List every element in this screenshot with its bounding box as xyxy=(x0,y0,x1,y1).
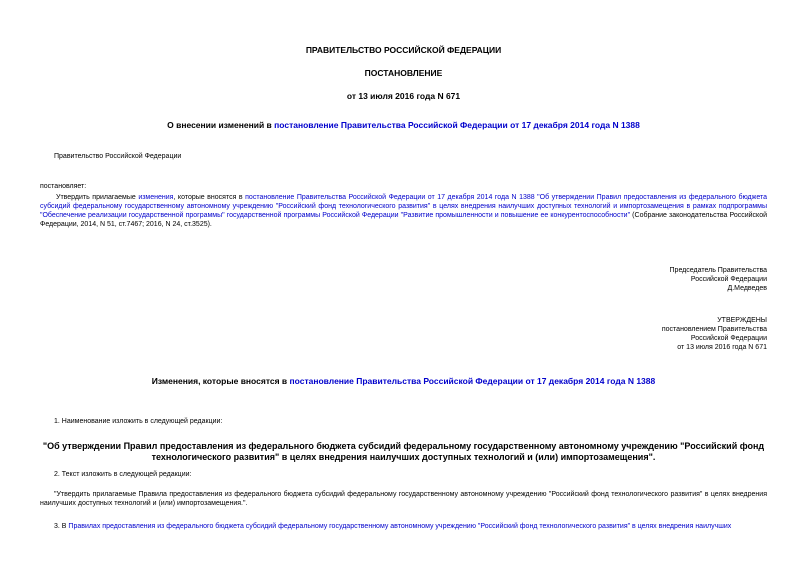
p1-link-changes[interactable]: изменения xyxy=(138,194,174,201)
approval-line-4: от 13 июля 2016 года N 671 xyxy=(677,344,767,351)
signature-name: Д.Медведев xyxy=(727,285,767,292)
p1-link-decree[interactable]: постановление Правительства Российской Федерации от 17 декабря 2014 года N 1388 "Об утверждении Правил предоставления из федерального бюджета субсидий федеральному государственному автономному учреждению "Российский фонд технологического развития" в целях внедрения наилучших доступных технологий и импортозамещения в рамках подпрограммы "Обеспечение реализации государственной программы" государственной программы Российской Федерации "Развитие промышленности и повышение ее конкурентоспособности" xyxy=(40,194,768,219)
doc-date: от 13 июля 2016 года N 671 xyxy=(346,91,461,101)
decrees-word: постановляет: xyxy=(40,183,87,190)
main-paragraph xyxy=(40,193,767,229)
change-item-1: 1. Наименование изложить в следующей редакции: xyxy=(54,418,223,425)
item3-text-a: 3. В xyxy=(54,523,69,530)
changes-title xyxy=(40,377,767,386)
new-name-text: "Об утверждении Правил предоставления из федерального бюджета субсидий федеральному государственному автономному учреждению "Российский фонд технологического развития" в целях внедрения наилучших доступных технологий и (или) импортозамещения". xyxy=(42,441,765,462)
change-item-2: 2. Текст изложить в следующей редакции: xyxy=(54,471,192,478)
changes-title-link[interactable]: постановление Правительства Российской Федерации от 17 декабря 2014 года N 1388 xyxy=(289,376,656,386)
approval-line-1: УТВЕРЖДЕНЫ xyxy=(717,317,767,324)
approval-line-3: Российской Федерации xyxy=(690,335,767,342)
change-item-3 xyxy=(40,522,767,531)
government-subject: Правительство Российской Федерации xyxy=(54,153,182,160)
new-text-quote: "Утвердить прилагаемые Правила предоставления из федерального бюджета субсидий федеральному государственному автономному учреждению "Российский фонд технологического развития" в целях внедрения наилучших доступных технологий и (или) импортозамещения.". xyxy=(40,491,767,507)
doc-title-link[interactable]: постановление Правительства Российской Федерации от 17 декабря 2014 года N 1388 xyxy=(274,120,640,130)
signature-country: Российской Федерации xyxy=(690,276,767,283)
approval-block xyxy=(662,316,767,352)
changes-title-prefix: Изменения, которые вносятся в xyxy=(151,376,290,386)
government-heading: ПРАВИТЕЛЬСТВО РОССИЙСКОЙ ФЕДЕРАЦИИ xyxy=(305,45,502,55)
signature-role: Председатель Правительства xyxy=(669,267,767,274)
p1-text-a: Утвердить прилагаемые xyxy=(56,194,139,201)
doc-title xyxy=(40,121,767,130)
signature-block xyxy=(670,266,767,293)
p1-text-c: (Собрание законодательства Российской Федерации, 2014, N 51, ст.7467; 2016, N 24, ст.3525). xyxy=(40,212,767,228)
doc-title-prefix: О внесении изменений в xyxy=(167,120,275,130)
item3-link-rules[interactable]: Правилах предоставления из федерального бюджета субсидий федеральному государственному автономному учреждению "Российский фонд технологического развития" в целях внедрения наилучших xyxy=(68,523,732,530)
doc-type-heading: ПОСТАНОВЛЕНИЕ xyxy=(364,68,443,78)
approval-line-2: постановлением Правительства xyxy=(661,326,767,333)
p1-text-b: , которые вносятся в xyxy=(173,194,246,201)
